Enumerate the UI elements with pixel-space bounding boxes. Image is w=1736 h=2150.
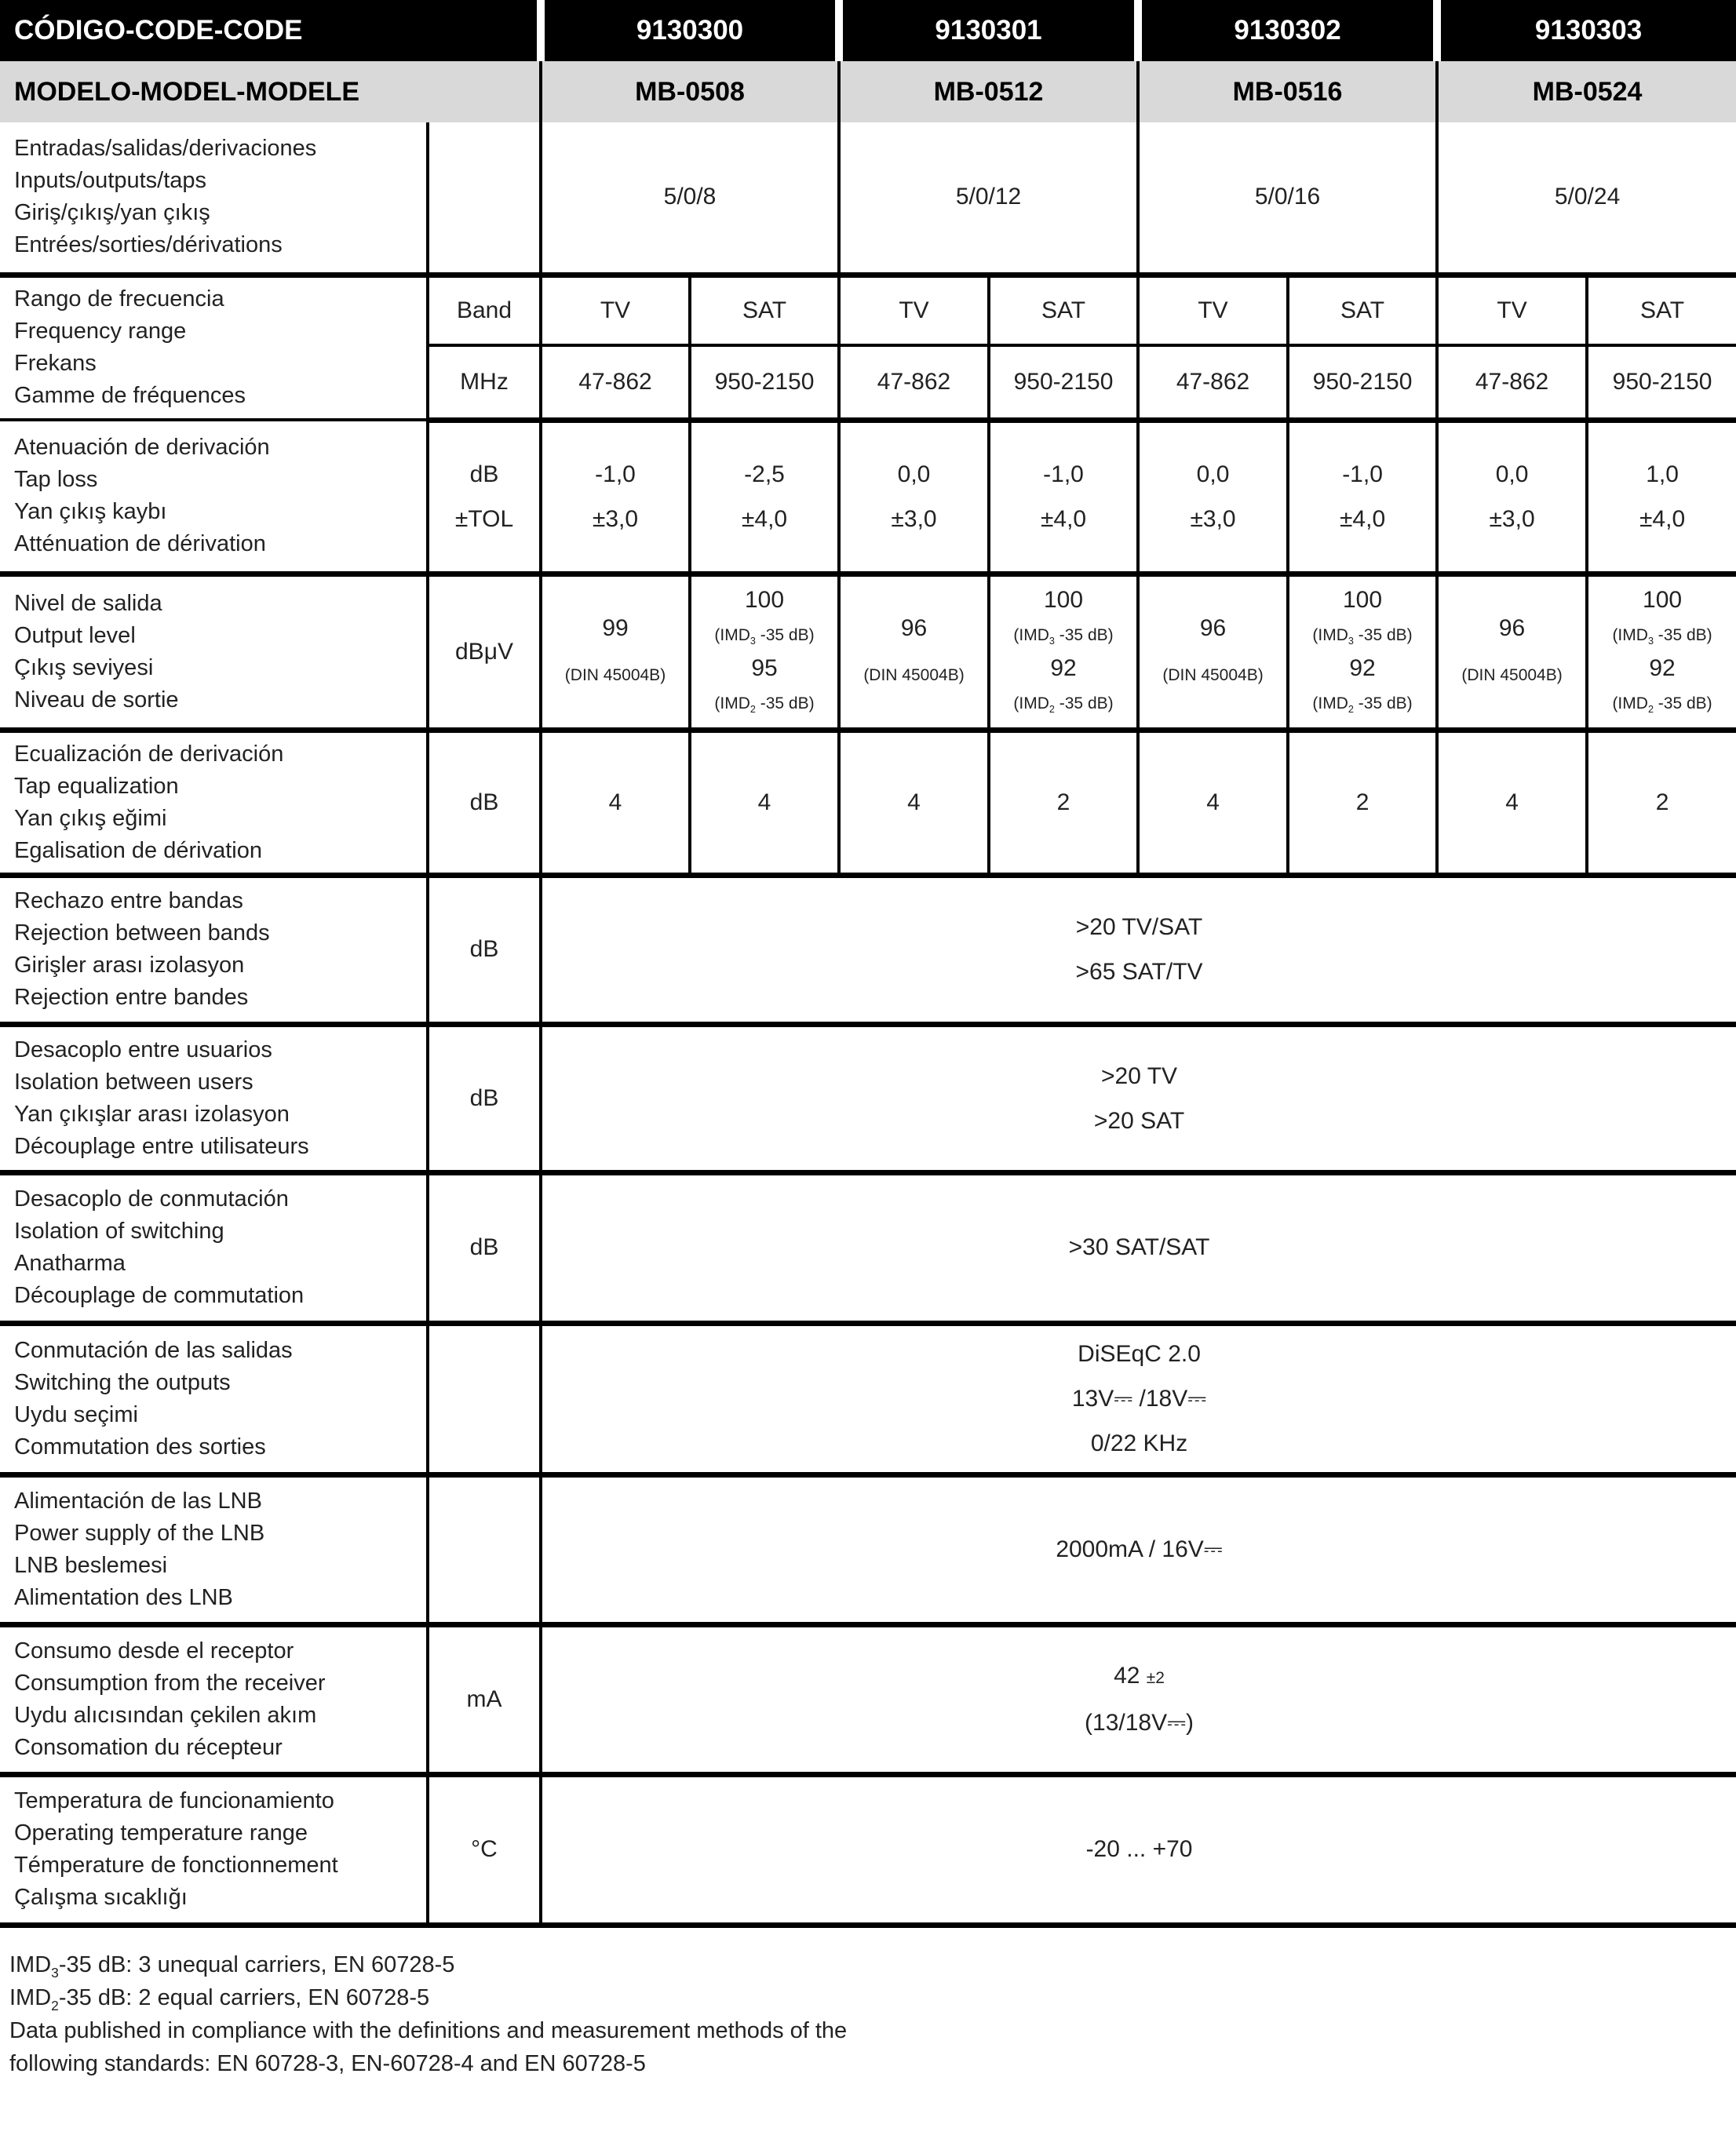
code-9130303: 9130303 [1437,0,1736,61]
footnote-imd2: $IMD_2-35$ dB: 2 equal carriers, EN 60728-5 [9,1984,430,2013]
consumption-value: 42 ±2 (13/18V⎓) [541,1624,1736,1774]
mhz-cell: 950-2150 [690,345,839,420]
band-cell: TV [541,275,690,345]
isolation-switching-unit: dB [428,1172,541,1323]
tap-equalization-cell: 4 [541,730,690,875]
band-cell: SAT [989,275,1138,345]
row-switching-outputs-label: Conmutación de las salidas Switching the outputs Uydu seçimi Commutation des sorties [0,1323,428,1474]
row-output-level [0,574,1736,730]
row-temperature [0,1774,1736,1925]
tap-equalization-cell: 2 [989,730,1138,875]
frequency-unit-mhz: MHz [428,345,541,420]
row-io [0,122,1736,275]
row-rejection-label: Rechazo entre bandas Rejection between bands Girişler arası izolasyon Rejection entre bandes [0,875,428,1024]
row-isolation-switching [0,1172,1736,1323]
switching-outputs-value: DiSEqC 2.0 13V⎓ /18V⎓ 0/22 KHz [541,1323,1736,1474]
temperature-value: -20 ... +70 [541,1774,1736,1925]
rejection-value: >20 TV/SAT >65 SAT/TV [541,875,1736,1024]
isolation-users-value: >20 TV >20 SAT [541,1024,1736,1172]
tap-equalization-cell: 2 [1288,730,1437,875]
tap-loss-cell: 0,0 ±3,0 [1437,420,1587,574]
band-cell: SAT [1587,275,1736,345]
model-mb0512: MB-0512 [839,61,1138,122]
band-cell: TV [1138,275,1288,345]
row-io-label: Entradas/salidas/derivaciones Inputs/outputs/taps Giriş/çıkış/yan çıkış Entrées/sorties/dérivations [0,122,428,275]
consumption-unit: mA [428,1624,541,1774]
tap-loss-cell: 1,0 ±4,0 [1587,420,1736,574]
output-level-cell: 100 ($IMD_3$ -35 dB) 95 ($IMD_2$ -35 dB) [690,574,839,730]
output-level-cell: 100 ($IMD_3$ -35 dB) 92 ($IMD_2$ -35 dB) [989,574,1138,730]
mhz-cell: 47-862 [541,345,690,420]
mhz-cell: 950-2150 [989,345,1138,420]
isolation-users-unit: dB [428,1024,541,1172]
band-cell: TV [839,275,989,345]
footnote-compliance-2: following standards: EN 60728-3, EN-60728-4 and EN 60728-5 [9,2050,646,2076]
tap-equalization-cell: 4 [690,730,839,875]
row-rejection [0,875,1736,1024]
tap-loss-cell: 0,0 ±3,0 [1138,420,1288,574]
model-header-label: MODELO-MODEL-MODELE [0,61,541,122]
io-mb0524: 5/0/24 [1437,122,1736,275]
row-isolation-users-label: Desacoplo entre usuarios Isolation between users Yan çıkışlar arası izolasyon Découplage entre utilisateurs [0,1024,428,1172]
io-mb0512: 5/0/12 [839,122,1138,275]
footnote-imd3: $IMD_3-35$ dB: 3 unequal carriers, EN 60728-5 [9,1951,455,1981]
output-level-cell: 100 ($IMD_3$ -35 dB) 92 ($IMD_2$ -35 dB) [1587,574,1736,730]
model-mb0524: MB-0524 [1437,61,1736,122]
row-tap-equalization-label: Ecualización de derivación Tap equalization Yan çıkış eğimi Egalisation de dérivation [0,730,428,875]
code-9130300: 9130300 [541,0,839,61]
footnotes [9,1948,1736,2080]
row-isolation-users [0,1024,1736,1172]
lnb-power-unit [428,1474,541,1624]
row-consumption-label: Consumo desde el receptor Consumption from the receiver Uydu alıcısından çekilen akım Consomation du récepteur [0,1624,428,1774]
header-row-models [0,61,1736,122]
frequency-unit-band: Band [428,275,541,345]
mhz-cell: 950-2150 [1288,345,1437,420]
code-9130301: 9130301 [839,0,1138,61]
isolation-switching-value: >30 SAT/SAT [541,1172,1736,1323]
temperature-unit: °C [428,1774,541,1925]
model-mb0508: MB-0508 [541,61,839,122]
tap-loss-cell: -2,5 ±4,0 [690,420,839,574]
tap-loss-cell: -1,0 ±4,0 [989,420,1138,574]
output-level-unit: dBμV [428,574,541,730]
row-tap-loss-label: Atenuación de derivación Tap loss Yan çıkış kaybı Atténuation de dérivation [0,420,428,574]
output-level-cell: 96 (DIN 45004B) [839,574,989,730]
output-level-cell: 96 (DIN 45004B) [1138,574,1288,730]
io-mb0516: 5/0/16 [1138,122,1437,275]
output-level-cell: 96 (DIN 45004B) [1437,574,1587,730]
tap-loss-cell: -1,0 ±4,0 [1288,420,1437,574]
row-lnb-power [0,1474,1736,1624]
switching-outputs-unit [428,1323,541,1474]
footnote-compliance-1: Data published in compliance with the definitions and measurement methods of the [9,2017,848,2043]
mhz-cell: 47-862 [1437,345,1587,420]
row-io-unit [428,122,541,275]
output-level-cell: 99 (DIN 45004B) [541,574,690,730]
tap-equalization-cell: 2 [1587,730,1736,875]
tap-equalization-unit: dB [428,730,541,875]
row-lnb-power-label: Alimentación de las LNB Power supply of the LNB LNB beslemesi Alimentation des LNB [0,1474,428,1624]
mhz-cell: 47-862 [839,345,989,420]
row-switching-outputs [0,1323,1736,1474]
code-header-label: CÓDIGO-CODE-CODE [0,0,541,61]
row-tap-equalization [0,730,1736,875]
row-frequency-band [0,275,1736,345]
mhz-cell: 47-862 [1138,345,1288,420]
band-cell: SAT [690,275,839,345]
rejection-unit: dB [428,875,541,1024]
header-row-codes [0,0,1736,61]
band-cell: TV [1437,275,1587,345]
row-tap-loss [0,420,1736,574]
row-frequency-label: Rango de frecuencia Frequency range Frekans Gamme de fréquences [0,275,428,420]
lnb-power-value: 2000mA / 16V⎓ [541,1474,1736,1624]
tap-equalization-cell: 4 [1138,730,1288,875]
model-mb0516: MB-0516 [1138,61,1437,122]
row-consumption [0,1624,1736,1774]
row-temperature-label: Temperatura de funcionamiento Operating temperature range Témperature de fonctionnement Çalışma sıcaklığı [0,1774,428,1925]
band-cell: SAT [1288,275,1437,345]
tap-loss-cell: 0,0 ±3,0 [839,420,989,574]
tap-loss-unit: dB ±TOL [428,420,541,574]
mhz-cell: 950-2150 [1587,345,1736,420]
tap-equalization-cell: 4 [839,730,989,875]
row-output-level-label: Nivel de salida Output level Çıkış seviyesi Niveau de sortie [0,574,428,730]
io-mb0508: 5/0/8 [541,122,839,275]
row-isolation-switching-label: Desacoplo de conmutación Isolation of switching Anatharma Découplage de commutation [0,1172,428,1323]
output-level-cell: 100 ($IMD_3$ -35 dB) 92 ($IMD_2$ -35 dB) [1288,574,1437,730]
tap-loss-cell: -1,0 ±3,0 [541,420,690,574]
code-9130302: 9130302 [1138,0,1437,61]
tap-equalization-cell: 4 [1437,730,1587,875]
